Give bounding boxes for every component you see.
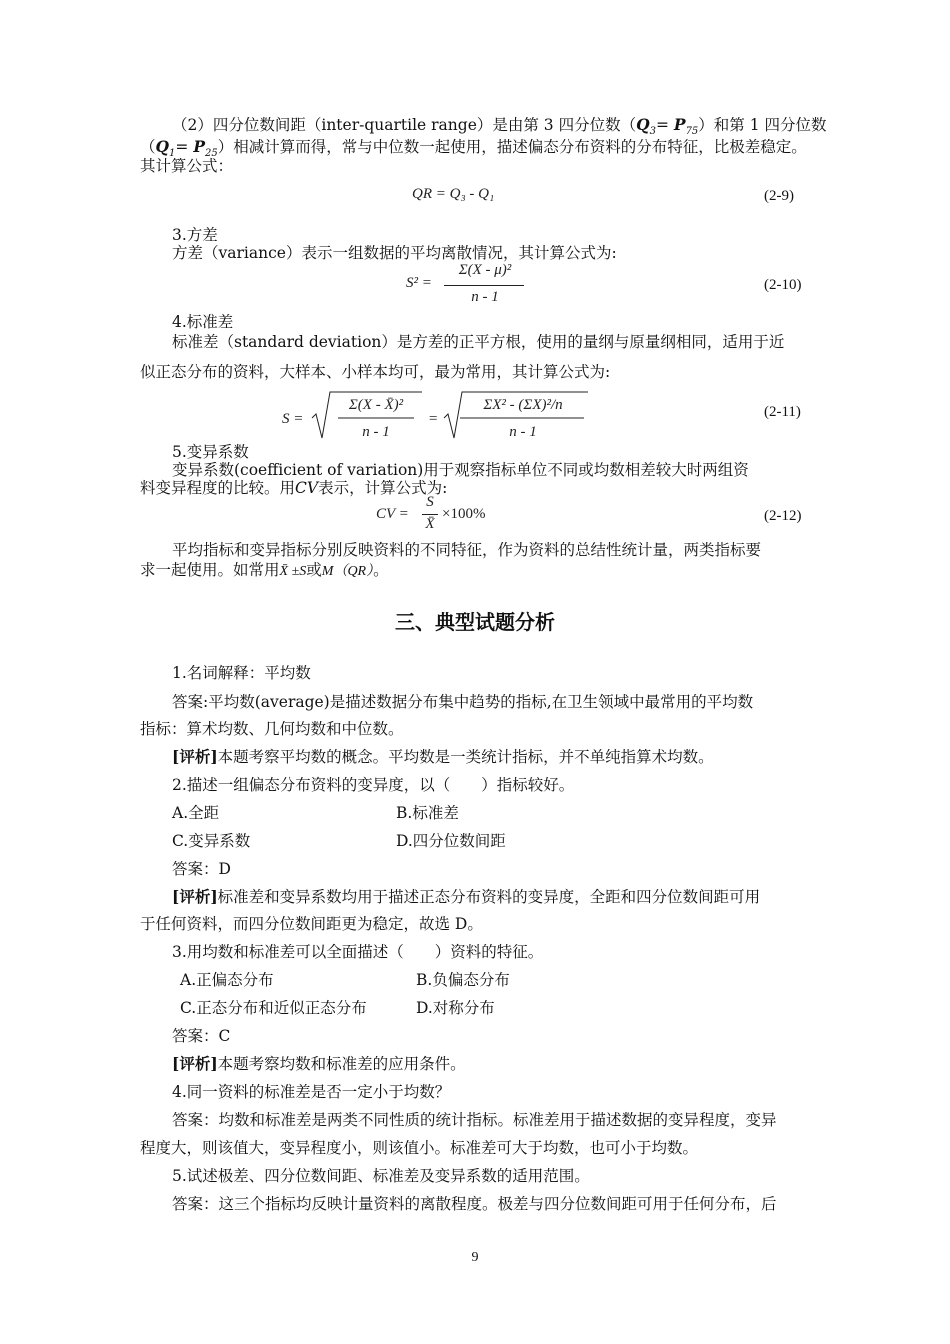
analysis-tag: [评析] (172, 887, 218, 906)
q4-answer-2: 程度大，则该值大，变异程度小，则该值小。标准差可大于均数，也可小于均数。 (140, 1139, 699, 1157)
formula-2-11-number: (2-11) (764, 404, 801, 420)
formula-2-12-number: (2-12) (764, 508, 802, 524)
sd-title: 4.标准差 (172, 313, 234, 331)
formula-2-11-num-1: Σ(X - X̄)² (348, 397, 404, 413)
q3-option-a: A.正偏态分布 (180, 971, 274, 989)
q1-symbol: Q (155, 137, 170, 156)
variance-desc: 方差（variance）表示一组数据的平均离散情况，其计算公式为: (172, 244, 617, 262)
q4-title: 4.同一资料的标准差是否一定小于均数？ (172, 1083, 451, 1101)
paren: （ (140, 138, 156, 156)
cv-line-1: 变异系数(coefficient of variation)用于观察指标单位不同或均数相差较大时两组资 (172, 461, 749, 479)
formula-2-10-denominator: n - 1 (471, 289, 499, 305)
q2-option-a: A.全距 (172, 804, 220, 822)
formula-2-10-number: (2-10) (764, 277, 802, 293)
summary-text-a: 求一起使用。如常用 (140, 561, 280, 579)
q4-answer-1: 答案：均数和标准差是两类不同性质的统计指标。标准差用于描述数据的变异程度，变异 (172, 1111, 777, 1129)
analysis-text: 本题考察平均数的概念。平均数是一类统计指标，并不单纯指算术均数。 (217, 748, 714, 766)
formula-2-11-lhs: S = (282, 411, 304, 427)
q1-sub: 1 (169, 148, 176, 160)
analysis-text: 标准差和变异系数均用于描述正态分布资料的变异度，全距和四分位数间距可用 (217, 888, 761, 906)
formula-2-10-lhs: S² = (406, 275, 432, 291)
section-heading: 三、典型试题分析 (395, 610, 555, 634)
q1-title: 1.名词解释：平均数 (172, 664, 311, 682)
cv-title: 5.变异系数 (172, 443, 249, 461)
q2-analysis-1 (172, 886, 844, 908)
p75-symbol: P (673, 115, 686, 134)
cv-symbol: CV (295, 479, 319, 497)
analysis-text: 本题考察均数和标准差的应用条件。 (217, 1055, 466, 1073)
formula-2-9: QR = Q₃ - Q₁ (412, 186, 495, 202)
q5-title: 5.试述极差、四分位数间距、标准差及变异系数的适用范围。 (172, 1167, 590, 1185)
q2-title: 2.描述一组偏态分布资料的变异度，以（ ）指标较好。 (172, 776, 575, 794)
variance-title: 3.方差 (172, 226, 218, 244)
q3-option-b: B.负偏态分布 (416, 971, 510, 989)
p25-symbol: P (193, 137, 205, 156)
formula-2-9-number: (2-9) (764, 188, 794, 204)
iqr-formula-intro: 其计算公式： (140, 157, 234, 175)
cv-line-2 (140, 477, 812, 499)
q5-answer: 答案：这三个指标均反映计量资料的离散程度。极差与四分位数间距可用于任何分布，后 (172, 1195, 777, 1213)
iqr-line-3 (140, 155, 812, 177)
median-qr-expr: M（QR） (321, 564, 374, 579)
formula-2-12-numerator: S (426, 494, 434, 510)
q3-option-d: D.对称分布 (416, 999, 495, 1017)
summary-period: 。 (373, 561, 389, 579)
eq-sign: = (655, 116, 674, 134)
q3-answer: 答案：C (172, 1027, 231, 1045)
formula-2-11-den-2: n - 1 (509, 424, 537, 440)
q2-option-b: B.标准差 (396, 804, 459, 822)
p75-sub: 75 (685, 126, 699, 138)
q3-analysis (172, 1053, 844, 1075)
cv-text-c: 表示，计算公式为: (318, 479, 448, 497)
fraction-bar (422, 514, 438, 515)
formula-2-11-den-1: n - 1 (362, 424, 390, 440)
iqr-text-3: ）相减计算而得，常与中位数一起使用，描述偏态分布资料的分布特征，比极差稳定。 (217, 138, 807, 156)
fraction-bar (444, 285, 524, 286)
q2-option-d: D.四分位数间距 (396, 832, 506, 850)
q2-option-c: C.变异系数 (172, 832, 251, 850)
q3-sub: 3 (649, 126, 656, 138)
analysis-tag: [评析] (172, 747, 218, 766)
eq-sign: = (175, 138, 194, 156)
summary-line-1: 平均指标和变异指标分别反映资料的不同特征，作为资料的总结性统计量，两类指标要 (172, 541, 762, 559)
cv-text-a: 料变异程度的比较。用 (140, 479, 296, 497)
formula-2-10-numerator: Σ(X - μ)² (458, 262, 512, 278)
formula-2-12-denominator: X̄ (425, 516, 435, 532)
summary-text-c: 或 (306, 561, 322, 579)
formula-2-11-equals: = (428, 411, 439, 427)
sd-line-2: 似正态分布的资料，大样本、小样本均可，最为常用，其计算公式为: (140, 363, 611, 381)
summary-line-2 (140, 559, 812, 583)
page-number: 9 (471, 1250, 479, 1265)
q3-option-c: C.正态分布和近似正态分布 (180, 999, 367, 1017)
formula-2-12-rhs: ×100% (442, 506, 486, 522)
iqr-text-2: ）和第 1 四分位数 (698, 116, 827, 134)
analysis-tag: [评析] (172, 1054, 218, 1073)
iqr-text-1: （2）四分位数间距（inter-quartile range）是由第 3 四分位数（ (172, 116, 637, 134)
p25-sub: 25 (204, 148, 218, 160)
q1-answer-1: 答案:平均数(average)是描述数据分布集中趋势的指标,在卫生领域中最常用的平均数 (172, 693, 754, 711)
q1-answer-2: 指标：算术均数、几何均数和中位数。 (140, 720, 404, 738)
formula-2-11-num-2: ΣX² - (ΣX)²/n (483, 397, 563, 413)
q3-symbol: Q (636, 115, 650, 134)
sd-line-1: 标准差（standard deviation）是方差的正平方根，使用的量纲与原量纲相同，适用于近 (172, 333, 785, 351)
formula-2-12-lhs: CV = (376, 506, 409, 522)
q2-analysis-2: 于任何资料，而四分位数间距更为稳定，故选 D。 (140, 915, 483, 933)
q1-analysis (172, 746, 844, 768)
q2-answer: 答案：D (172, 860, 231, 878)
mean-sd-expr: X̄ ±S (279, 564, 307, 579)
q3-title: 3.用均数和标准差可以全面描述（ ）资料的特征。 (172, 943, 544, 961)
